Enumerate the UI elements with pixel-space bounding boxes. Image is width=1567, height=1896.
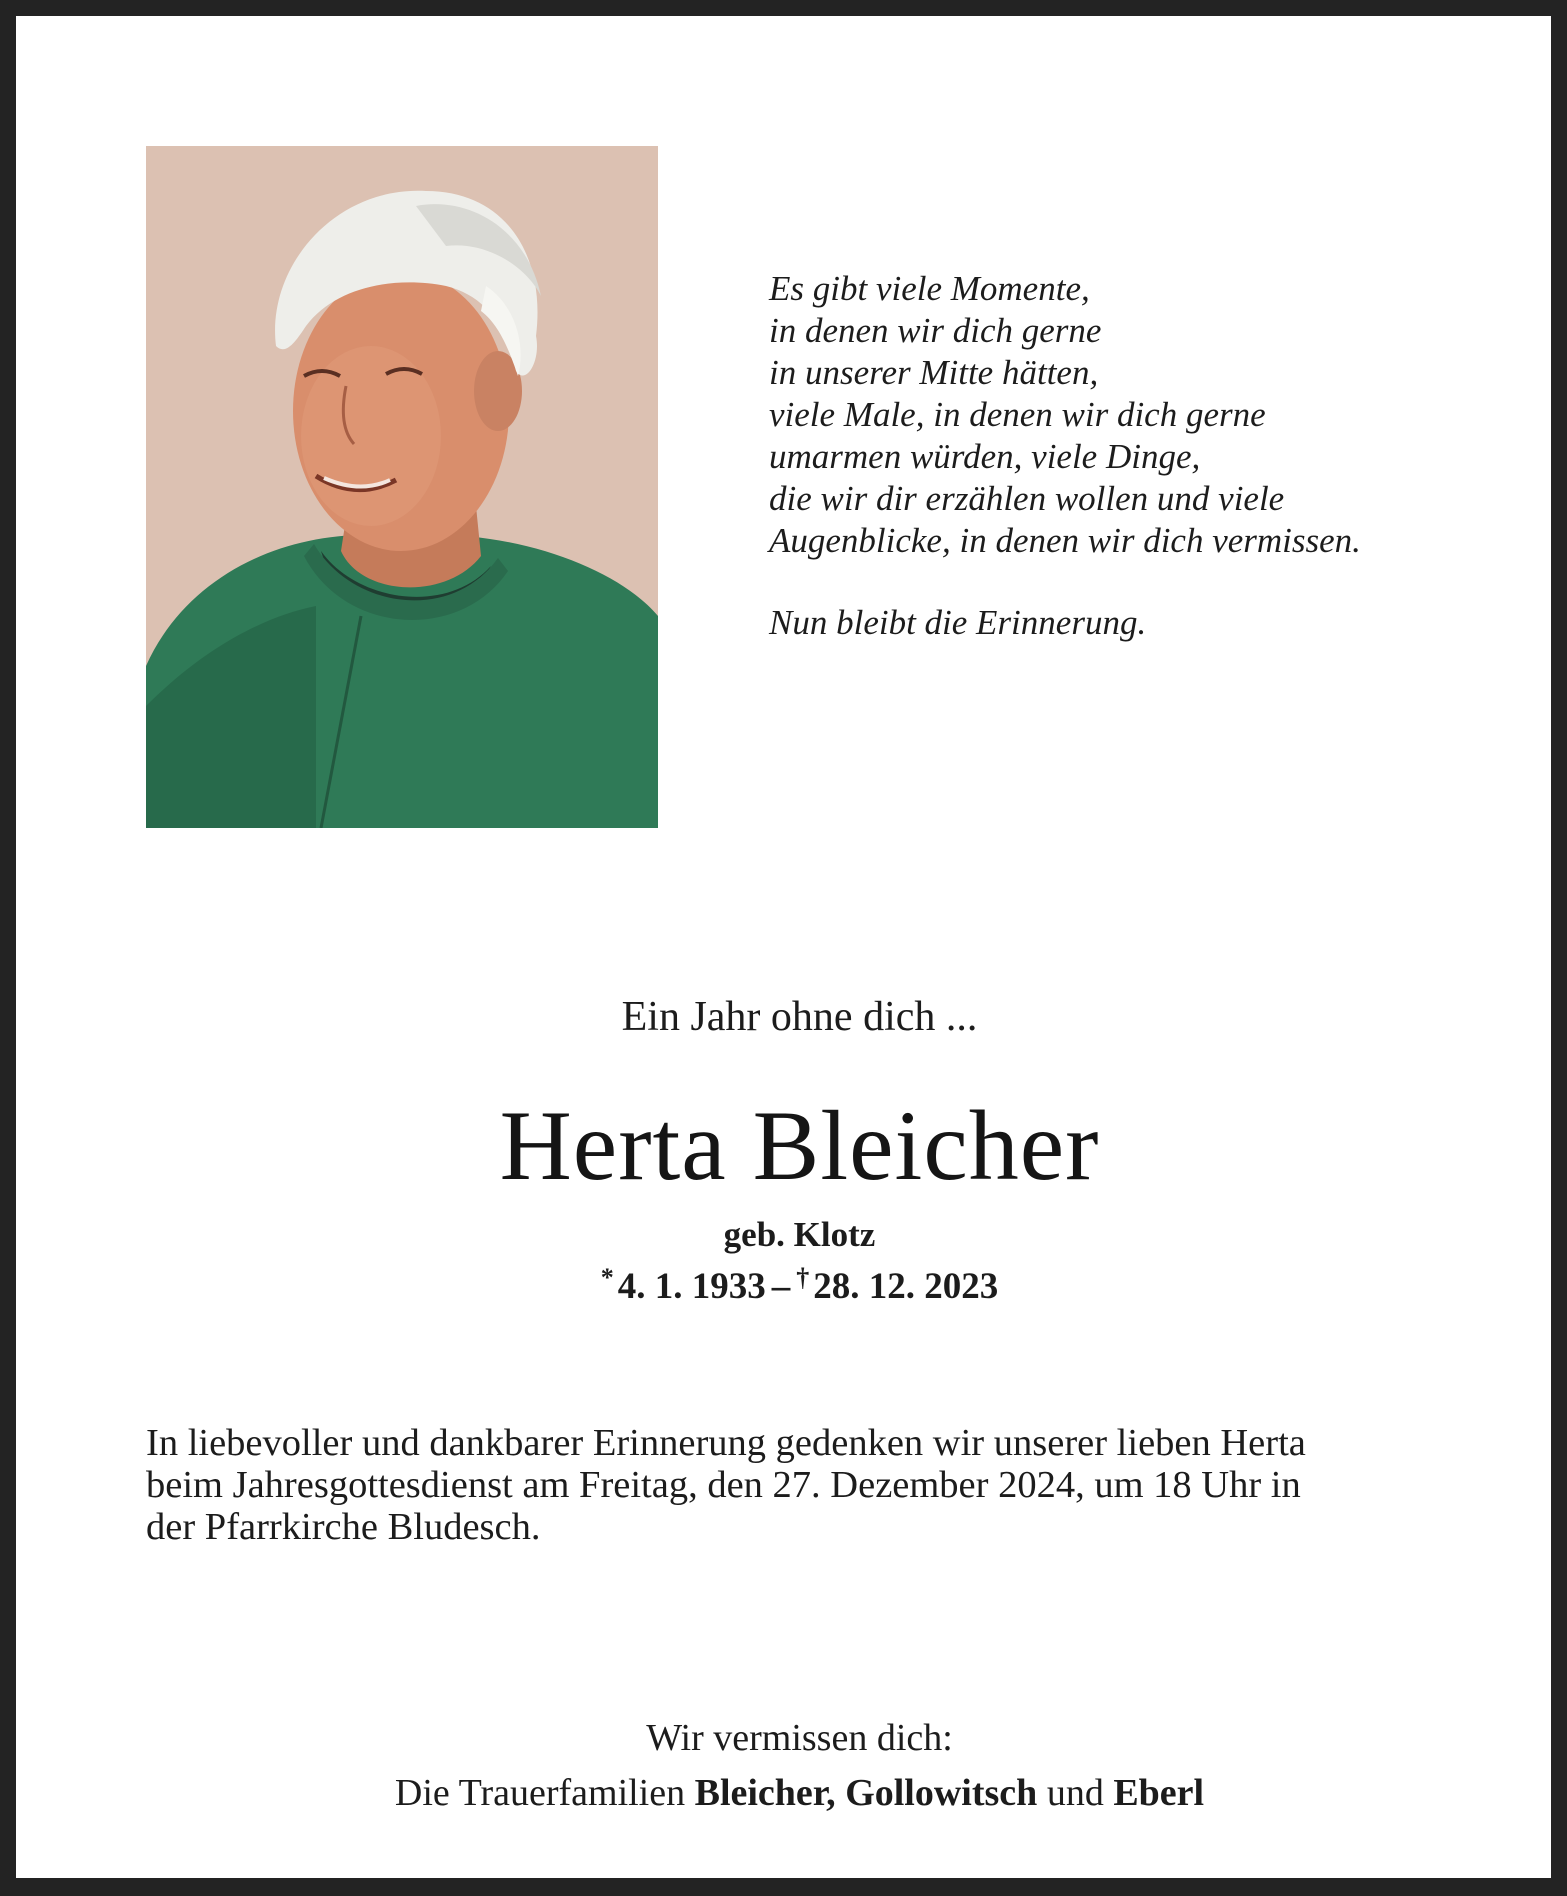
announcement-line: In liebevoller und dankbarer Erinnerung gedenken wir unserer lieben Herta (146, 1422, 1306, 1464)
families-conjunction: und (1046, 1772, 1104, 1814)
birth-date: 4. 1. 1933 (617, 1266, 766, 1307)
family-name: Gollowitsch (845, 1772, 1038, 1814)
poem-line: in denen wir dich gerne (769, 311, 1102, 350)
family-name: Eberl (1113, 1772, 1205, 1814)
portrait-photo (146, 146, 658, 828)
poem-closing: Nun bleibt die Erinnerung. (769, 603, 1147, 642)
maiden-name: geb. Klotz (723, 1215, 876, 1254)
announcement-line: beim Jahresgottesdienst am Freitag, den 27. Dezember 2024, um 18 Uhr in (146, 1464, 1301, 1506)
poem-line: Augenblicke, in denen wir dich vermissen. (769, 521, 1361, 560)
memorial-poem (769, 268, 1489, 644)
poem-line: viele Male, in denen wir dich gerne (769, 395, 1266, 434)
deceased-name: Herta Bleicher (499, 1090, 1100, 1201)
announcement-line: der Pfarrkirche Bludesch. (146, 1506, 541, 1548)
family-name: Bleicher, (694, 1772, 836, 1814)
birth-star-icon: * (600, 1263, 614, 1292)
announcement-text (146, 1422, 1456, 1548)
death-cross-icon: † (796, 1263, 810, 1292)
poem-line: Es gibt viele Momente, (769, 269, 1090, 308)
mourning-families (16, 1770, 1567, 1816)
poem-line: die wir dir erzählen wollen und viele (769, 479, 1285, 518)
intro-line: Ein Jahr ohne dich ... (621, 994, 978, 1040)
poem-line: umarmen würden, viele Dinge, (769, 437, 1201, 476)
date-separator: – (771, 1266, 791, 1307)
we-miss-you: Wir vermissen dich: (646, 1717, 953, 1759)
families-prefix: Die Trauerfamilien (394, 1772, 686, 1814)
poem-line: in unserer Mitte hätten, (769, 353, 1099, 392)
death-date: 28. 12. 2023 (813, 1266, 999, 1307)
portrait-photo-icon (146, 146, 658, 828)
life-dates (16, 1256, 1567, 1309)
